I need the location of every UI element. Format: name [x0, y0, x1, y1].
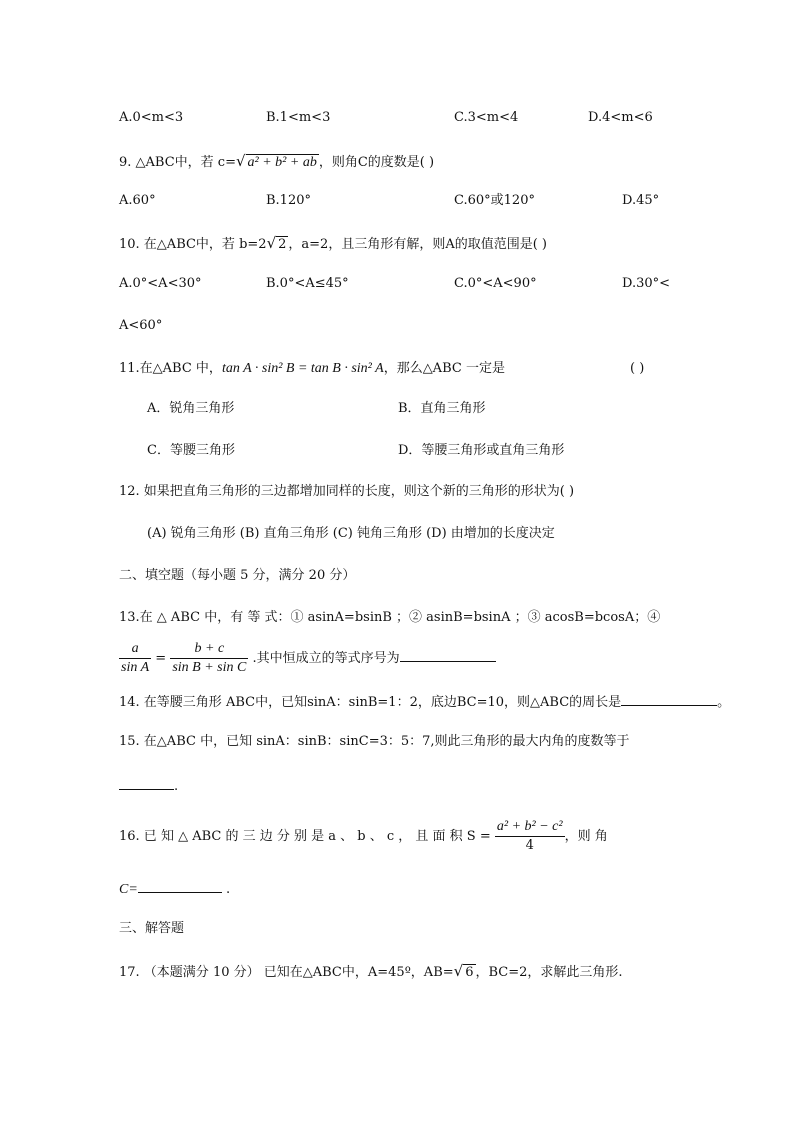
q11-stem — [119, 360, 505, 378]
q9-stem — [119, 152, 434, 172]
q16-fraction — [495, 818, 565, 855]
q14-stem-text: 14. 在等腰三角形 ABC中，已知sinA：sinB=1：2，底边BC=10，则△ABC的周长是 — [119, 695, 622, 710]
q11-formula: tan A · sin² B = tan B · sin² A — [221, 361, 384, 376]
q16-answer-line — [119, 878, 230, 899]
q8-option-c: C.3<m<4 — [454, 110, 519, 125]
q10-radicand: 2 — [278, 237, 287, 252]
q15-end: . — [174, 779, 179, 794]
q10-stem — [119, 234, 547, 254]
q13-tail: .其中恒成立的等式序号为 — [252, 651, 400, 666]
q13-frac1-den: sin A — [121, 660, 150, 675]
q9-radicand: a² + b² + ab — [247, 155, 317, 170]
section-solutions-heading: 三、解答题 — [119, 921, 185, 936]
q13-frac2-den: sin B + sin C — [172, 660, 247, 675]
q11-option-b: B．直角三角形 — [398, 401, 486, 416]
q10-option-d: D.30°< — [622, 276, 671, 291]
q13-equals: = — [155, 651, 167, 666]
q14-stem — [119, 691, 730, 712]
q9-option-d: D.45° — [622, 193, 660, 208]
q9-option-a: A.60° — [119, 193, 156, 208]
q11-option-a: A．锐角三角形 — [147, 401, 235, 416]
q16-tail: ，则 角 — [564, 829, 608, 844]
q9-option-b: B.120° — [266, 193, 311, 208]
q12-stem: 12. 如果把直角三角形的三边都增加同样的长度，则这个新的三角形的形状为( ) — [119, 484, 575, 499]
q16-stem — [119, 818, 608, 855]
q11-option-d: D．等腰三角形或直角三角形 — [398, 443, 565, 458]
q16-frac-num: a² + b² − c² — [495, 818, 565, 837]
q10-option-d-cont: A<60° — [119, 318, 163, 333]
q9-option-c: C.60°或120° — [454, 193, 535, 208]
q16-frac-den: 4 — [525, 838, 534, 853]
sqrt-sign-icon: √ — [266, 234, 277, 252]
q17-radicand: 6 — [465, 965, 474, 980]
q11-option-c: C．等腰三角形 — [147, 443, 235, 458]
q16-answer-blank[interactable] — [138, 878, 222, 893]
q10-stem-post: ，a=2，且三角形有解，则A的取值范围是( ) — [288, 237, 547, 252]
section-fill-in-heading: 二、填空题（每小题 5 分，满分 20 分） — [119, 568, 356, 583]
q10-option-b: B.0°<A≤45° — [266, 276, 349, 291]
q13-frac2-num: b + c — [170, 640, 248, 659]
q14-answer-blank[interactable] — [621, 691, 717, 706]
q15-answer-blank[interactable] — [119, 775, 174, 790]
q11-stem-pre: 11.在△ABC 中， — [119, 361, 222, 376]
q10-option-a: A.0°<A<30° — [119, 276, 202, 291]
q15-stem: 15. 在△ABC 中，已知 sinA：sinB：sinC=3：5：7,则此三角形的最大内角的度数等于 — [119, 734, 630, 749]
sqrt-sign-icon: √ — [235, 152, 246, 170]
q10-stem-pre: 10. 在△ABC中，若 b=2 — [119, 237, 267, 252]
q8-option-b: B.1<m<3 — [266, 110, 331, 125]
q13-frac1-num: a — [119, 640, 151, 659]
q11-answer-paren: ( ) — [630, 361, 645, 376]
q17-stem-post: ，BC=2，求解此三角形. — [475, 965, 623, 980]
q17-stem-pre: 17. （本题满分 10 分） 已知在△ABC中，A=45º，AB= — [119, 965, 454, 980]
q12-options: (A) 锐角三角形 (B) 直角三角形 (C) 钝角三角形 (D) 由增加的长度决定 — [147, 526, 555, 541]
sqrt-sign-icon: √ — [453, 962, 464, 980]
q15-answer-line — [119, 775, 178, 796]
q13-fraction-2 — [170, 640, 248, 677]
q13-fraction-1 — [119, 640, 151, 677]
q13-stem: 13.在 △ ABC 中，有 等 式：① asinA=bsinB ；② asinB=bsinA ；③ acosB=bcosA；④ — [119, 610, 661, 625]
q11-stem-post: ，那么△ABC 一定是 — [383, 361, 505, 376]
q17-stem — [119, 962, 623, 982]
q13-formula-line — [119, 640, 496, 677]
q8-option-a: A.0<m<3 — [119, 110, 184, 125]
q10-option-c: C.0°<A<90° — [454, 276, 537, 291]
q16-end: . — [225, 882, 231, 897]
q9-stem-post: ，则角C的度数是( ) — [318, 155, 435, 170]
q13-answer-blank[interactable] — [400, 647, 496, 662]
q16-stem-text: 16. 已 知 △ ABC 的 三 边 分 别 是 a 、 b 、 c ， 且 面 积 S = — [119, 829, 491, 844]
q8-option-d: D.4<m<6 — [588, 110, 653, 125]
q9-stem-pre: 9. △ABC中，若 c= — [119, 155, 236, 170]
q14-end: 。 — [717, 695, 731, 710]
q16-answer-label: C= — [119, 882, 138, 897]
